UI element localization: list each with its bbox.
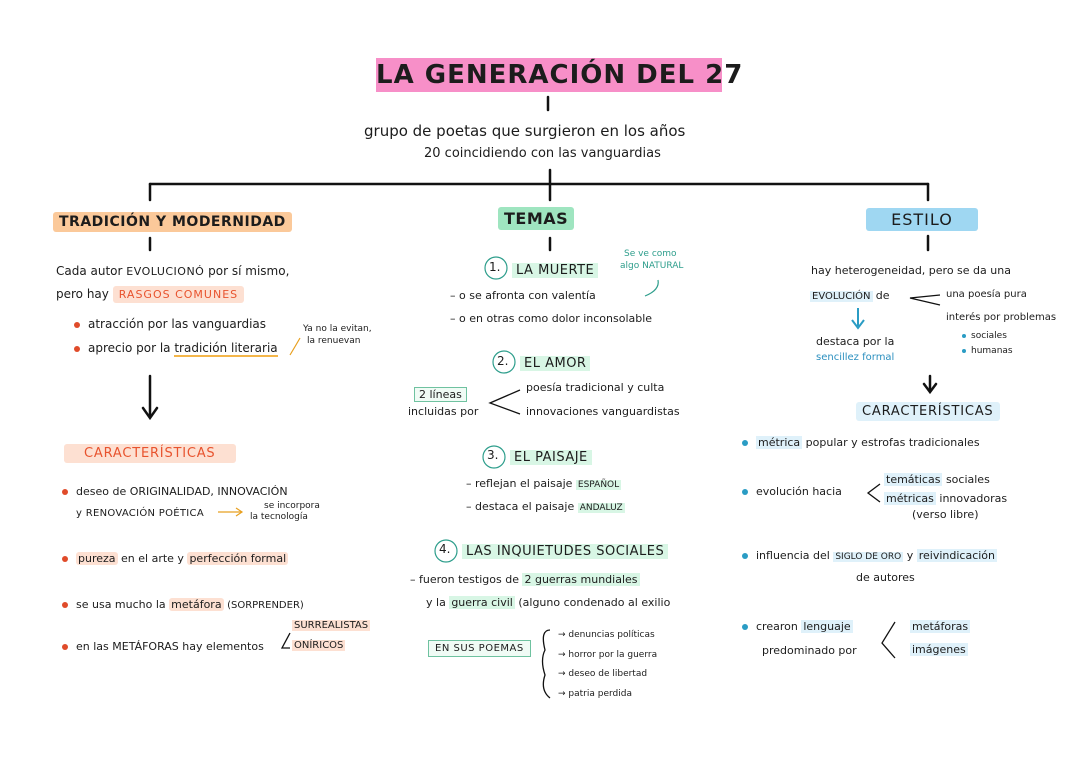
theme-4-number: 4. xyxy=(439,542,451,556)
de-label: de xyxy=(875,289,890,302)
right-char-4-branch-1: metáforas xyxy=(912,620,969,633)
left-note-line-2: la renuevan xyxy=(307,336,361,346)
bullet-dot xyxy=(74,346,80,352)
left-char-4 xyxy=(62,640,264,653)
item-text: fueron testigos de xyxy=(419,573,519,586)
char-text: evolución hacia xyxy=(756,485,842,498)
right-char-2-note: (verso libre) xyxy=(912,508,979,521)
item-highlight: 2 guerras mundiales xyxy=(524,573,638,586)
right-char-3 xyxy=(742,549,997,562)
sub-text: sociales xyxy=(971,331,1007,341)
theme-2-item-1: poesía tradicional y culta xyxy=(526,381,665,394)
char-highlight: SIGLO DE ORO xyxy=(835,552,902,562)
right-section-header: ESTILO xyxy=(866,208,978,231)
left-char-4-branch-2: ONÍRICOS xyxy=(294,640,344,651)
item-text: destaca el paisaje xyxy=(475,500,575,513)
right-char-2-branch-1 xyxy=(884,473,990,486)
theme-4-box: EN SUS POEMAS xyxy=(428,640,531,657)
bullet-dot xyxy=(62,489,68,495)
bullet-text: atracción por las vanguardias xyxy=(88,317,267,331)
bullet-text: aprecio por la xyxy=(88,341,171,355)
bullet-dot xyxy=(742,440,748,446)
theme-4-title: LAS INQUIETUDES SOCIALES xyxy=(462,544,668,559)
char-text: y xyxy=(906,549,914,562)
subtitle-line-1: grupo de poetas que surgieron en los años xyxy=(364,122,686,140)
intro-post: por sí mismo, xyxy=(208,264,290,278)
theme-1-item-2: – o en otras como dolor inconsolable xyxy=(450,312,653,325)
right-characteristics-header: CARACTERÍSTICAS xyxy=(856,402,1000,421)
item-highlight: guerra civil xyxy=(451,596,513,609)
bullet-dot xyxy=(962,334,966,338)
center-section-header: TEMAS xyxy=(498,207,574,230)
char-highlight: perfección formal xyxy=(189,552,287,565)
right-char-4 xyxy=(742,620,853,633)
item-text: o se afronta con valentía xyxy=(459,289,596,302)
left-note-line-1: Ya no la evitan, xyxy=(303,324,372,334)
left-char-1-note-1: se incorpora xyxy=(264,501,320,511)
char-text: sociales xyxy=(945,473,990,486)
char-text: (SORPRENDER) xyxy=(227,600,304,611)
sub-text: humanas xyxy=(971,346,1013,356)
char-highlight: métrica xyxy=(758,436,801,449)
left-char-1-line-1 xyxy=(62,485,288,498)
theme-1-item-1: – o se afronta con valentía xyxy=(450,289,596,302)
left-bullet-2 xyxy=(74,341,278,355)
rasgos-comunes: RASGOS COMUNES xyxy=(113,286,244,303)
theme-1-number: 1. xyxy=(489,260,501,274)
item-text: reflejan el paisaje xyxy=(475,477,573,490)
char-highlight: pureza xyxy=(78,552,116,565)
theme-4-line-1: – fueron testigos de 2 guerras mundiales xyxy=(410,573,638,586)
char-text: influencia del xyxy=(756,549,830,562)
theme-4-item-2: → horror por la guerra xyxy=(558,650,658,660)
left-characteristics-header: CARACTERÍSTICAS xyxy=(64,444,236,463)
right-sub-1 xyxy=(962,331,1007,341)
bullet-dot xyxy=(742,553,748,559)
theme-3-number: 3. xyxy=(487,448,499,462)
left-char-2 xyxy=(62,552,288,565)
char-text: estrofas tradicionales xyxy=(861,436,980,449)
item-text: o en otras como dolor inconsolable xyxy=(459,312,653,325)
char-highlight: temáticas xyxy=(886,473,941,486)
bullet-dot xyxy=(62,602,68,608)
theme-2-item-2: innovaciones vanguardistas xyxy=(526,405,680,418)
right-sencillez: sencillez formal xyxy=(816,352,895,363)
bullet-dot xyxy=(62,644,68,650)
subtitle-line-2: 20 coincidiendo con las vanguardias xyxy=(424,146,661,161)
theme-1-note-1: Se ve como xyxy=(624,249,677,259)
item-highlight: ANDALUZ xyxy=(579,503,623,513)
item-text: (alguno condenado al exilio xyxy=(518,596,671,609)
theme-1-title: LA MUERTE xyxy=(512,263,598,278)
left-bullet-1 xyxy=(74,317,266,331)
item-text: patria perdida xyxy=(568,689,632,699)
left-char-4-branch-1: SURREALISTAS xyxy=(294,620,369,631)
theme-4-line-2 xyxy=(426,596,670,609)
left-char-1-line-2: y RENOVACIÓN POÉTICA xyxy=(76,508,204,519)
theme-2-title: EL AMOR xyxy=(520,356,590,371)
char-text: se usa mucho la xyxy=(76,598,166,611)
right-char-2 xyxy=(742,485,842,498)
char-highlight: lenguaje xyxy=(803,620,851,633)
char-text: en el arte y xyxy=(121,552,184,565)
intro-pre: Cada autor xyxy=(56,264,123,278)
left-char-1-note-2: la tecnología xyxy=(250,512,308,522)
theme-2-number: 2. xyxy=(497,354,509,368)
item-text: horror por la guerra xyxy=(568,650,658,660)
item-highlight: ESPAÑOL xyxy=(577,480,620,490)
theme-2-box-label: incluidas por xyxy=(408,405,479,418)
theme-4-item-1: → denuncias políticas xyxy=(558,630,655,640)
right-char-2-branch-2 xyxy=(884,492,1007,505)
char-text: deseo de ORIGINALIDAD, INNOVACIÓN xyxy=(76,485,288,498)
theme-4-item-3: → deseo de libertad xyxy=(558,669,648,679)
theme-4-item-4: → patria perdida xyxy=(558,689,632,699)
right-destaca: destaca por la xyxy=(816,335,895,348)
char-highlight: métricas xyxy=(886,492,934,505)
bullet-dot xyxy=(62,556,68,562)
right-sub-2 xyxy=(962,346,1013,356)
theme-3-item-1: – reflejan el paisaje ESPAÑOL xyxy=(466,477,620,490)
left-char-3 xyxy=(62,598,304,611)
right-branch-2: interés por problemas xyxy=(946,312,1057,323)
page-title: LA GENERACIÓN DEL 27 xyxy=(376,60,744,90)
left-intro-line-2 xyxy=(56,287,244,301)
theme-3-title: EL PAISAJE xyxy=(510,450,592,465)
theme-3-item-2: – destaca el paisaje ANDALUZ xyxy=(466,500,623,513)
intro-line2-pre: pero hay xyxy=(56,287,109,301)
char-text: popular y xyxy=(805,436,858,449)
right-char-4-branch-2: imágenes xyxy=(912,643,966,656)
right-char-1 xyxy=(742,436,980,449)
char-text: en las METÁFORAS hay elementos xyxy=(76,640,264,653)
bullet-highlight: tradición literaria xyxy=(174,341,278,355)
char-text: innovadoras xyxy=(939,492,1008,505)
bullet-dot xyxy=(74,322,80,328)
char-highlight: metáfora xyxy=(171,598,222,611)
item-text: deseo de libertad xyxy=(568,669,648,679)
item-text: y la xyxy=(426,596,446,609)
theme-1-note-2: algo NATURAL xyxy=(620,261,684,271)
left-intro-line-1 xyxy=(56,264,289,278)
theme-2-box: 2 líneas xyxy=(414,387,467,402)
right-evolucion xyxy=(810,289,889,302)
right-branch-1: una poesía pura xyxy=(946,289,1027,300)
right-char-4-line-2: predominado por xyxy=(762,644,857,657)
char-highlight: reivindicación xyxy=(918,549,996,562)
evolucion-label: EVOLUCIÓN xyxy=(812,291,871,302)
left-section-header: TRADICIÓN Y MODERNIDAD xyxy=(53,212,292,232)
right-intro: hay heterogeneidad, pero se da una xyxy=(811,264,1011,277)
intro-evolved: EVOLUCIONÓ xyxy=(126,265,205,278)
char-text: crearon xyxy=(756,620,798,633)
bullet-dot xyxy=(742,624,748,630)
item-text: denuncias políticas xyxy=(568,630,655,640)
bullet-dot xyxy=(742,489,748,495)
bullet-dot xyxy=(962,349,966,353)
right-char-3-line-2: de autores xyxy=(856,571,915,584)
